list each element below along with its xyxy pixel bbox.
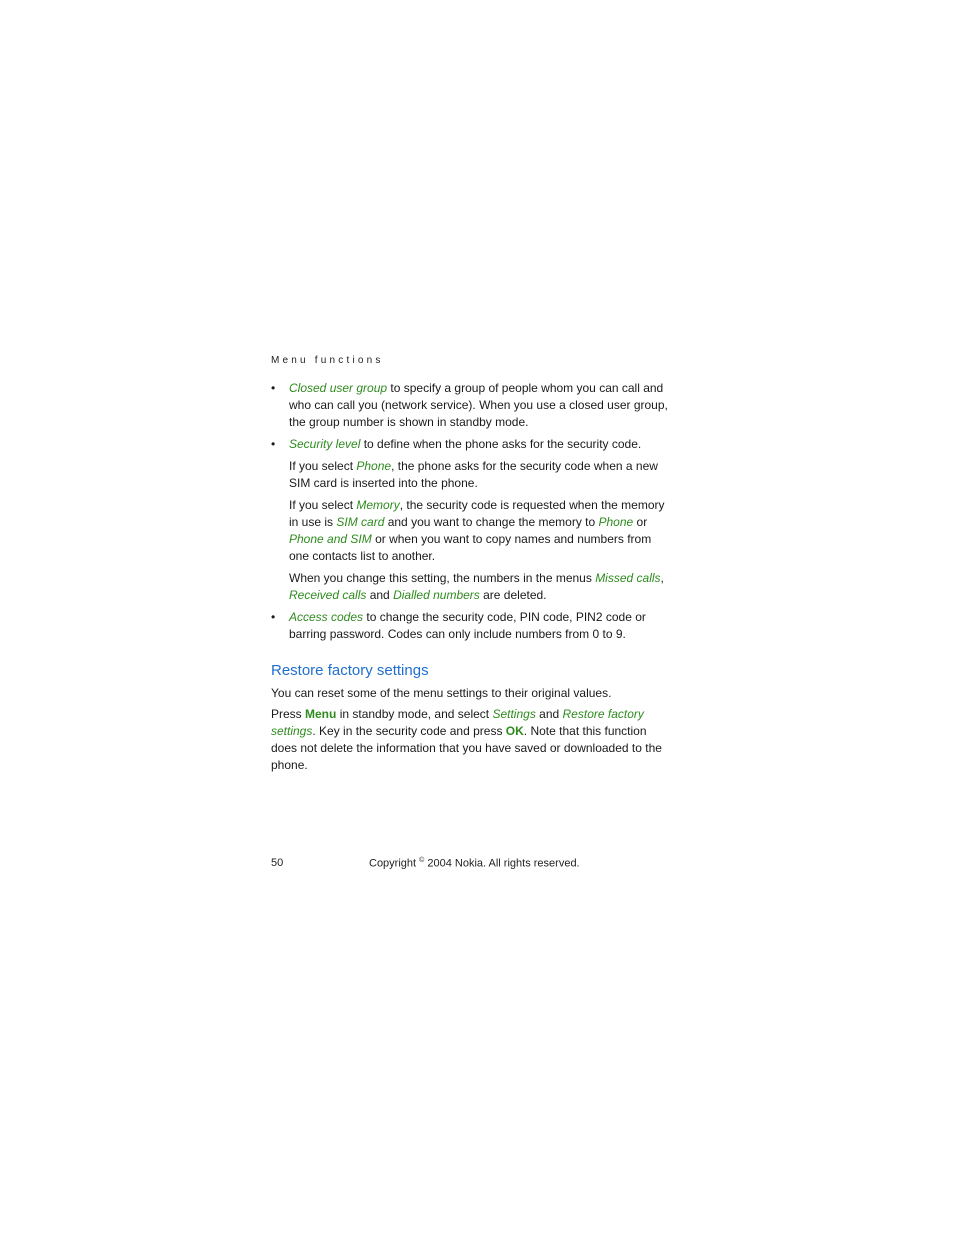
term-memory: Memory [356, 498, 400, 512]
key-ok: OK [505, 724, 524, 738]
text-run: or when you want to copy names and numbers from one contacts list to another. [289, 532, 652, 563]
text-run: When you change this setting, the numbers in the menus [289, 571, 596, 585]
security-paragraph-memory [271, 497, 671, 565]
key-menu: Menu [305, 707, 337, 721]
term-dialled-numbers: Dialled numbers [393, 588, 480, 602]
security-paragraph-phone [271, 458, 671, 492]
page-number: 50 [271, 857, 284, 869]
section-heading: Restore factory settings [271, 662, 429, 679]
text-run: and you want to change the memory to [384, 515, 599, 529]
text-run: or [633, 515, 648, 529]
list-item-closed-user-group [271, 380, 671, 431]
term-phone-and-sim: Phone and SIM [289, 532, 372, 546]
term-closed-user-group: Closed user group [289, 381, 388, 395]
term-sim-card: SIM card [336, 515, 385, 529]
section-instructions [271, 706, 671, 774]
text-run: , [660, 571, 664, 585]
term-settings: Settings [492, 707, 536, 721]
security-paragraph-change [271, 570, 671, 604]
text-run: . Note that this function does not delete the information that you have saved or downloaded to the phone. [271, 724, 662, 772]
term-missed-calls: Missed calls [595, 571, 661, 585]
term-phone: Phone [598, 515, 634, 529]
text-run: and [535, 707, 563, 721]
bullet-icon: • [271, 437, 276, 451]
list-item-security-level [271, 436, 671, 453]
text-run: and [366, 588, 394, 602]
bullet-icon: • [271, 610, 276, 624]
text-run: . Key in the security code and press [312, 724, 506, 738]
term-restore-factory-settings: Restore factory settings [271, 707, 644, 738]
bullet-icon: • [271, 381, 276, 395]
section-intro: You can reset some of the menu settings to their original values. [271, 686, 612, 700]
text-run: in standby mode, and select [336, 707, 493, 721]
text-run: , the security code is requested when the memory in use is [289, 498, 665, 529]
term-security-level: Security level [289, 437, 361, 451]
term-phone: Phone [356, 459, 392, 473]
running-head: Menu functions [271, 355, 384, 366]
text-run: are deleted. [479, 588, 547, 602]
list-item-access-codes [271, 609, 671, 643]
text-run: If you select [289, 459, 357, 473]
text-run: Press [271, 707, 306, 721]
text-run: Copyright [369, 857, 420, 870]
bullet-text: to specify a group of people whom you can call and who can call you (network service). When you use a closed user group, the group number is shown in standby mode. [289, 381, 668, 429]
copyright-notice [369, 857, 580, 870]
bullet-text: to define when the phone asks for the security code. [360, 437, 642, 451]
bullet-text: to change the security code, PIN code, PIN2 code or barring password. Codes can only include numbers from 0 to 9. [289, 610, 646, 641]
copyright-symbol: © [419, 857, 425, 864]
term-received-calls: Received calls [289, 588, 367, 602]
text-run: If you select [289, 498, 357, 512]
text-run: , the phone asks for the security code when a new SIM card is inserted into the phone. [289, 459, 658, 490]
term-access-codes: Access codes [289, 610, 364, 624]
page-content [271, 380, 671, 778]
text-run: 2004 Nokia. All rights reserved. [424, 857, 580, 870]
